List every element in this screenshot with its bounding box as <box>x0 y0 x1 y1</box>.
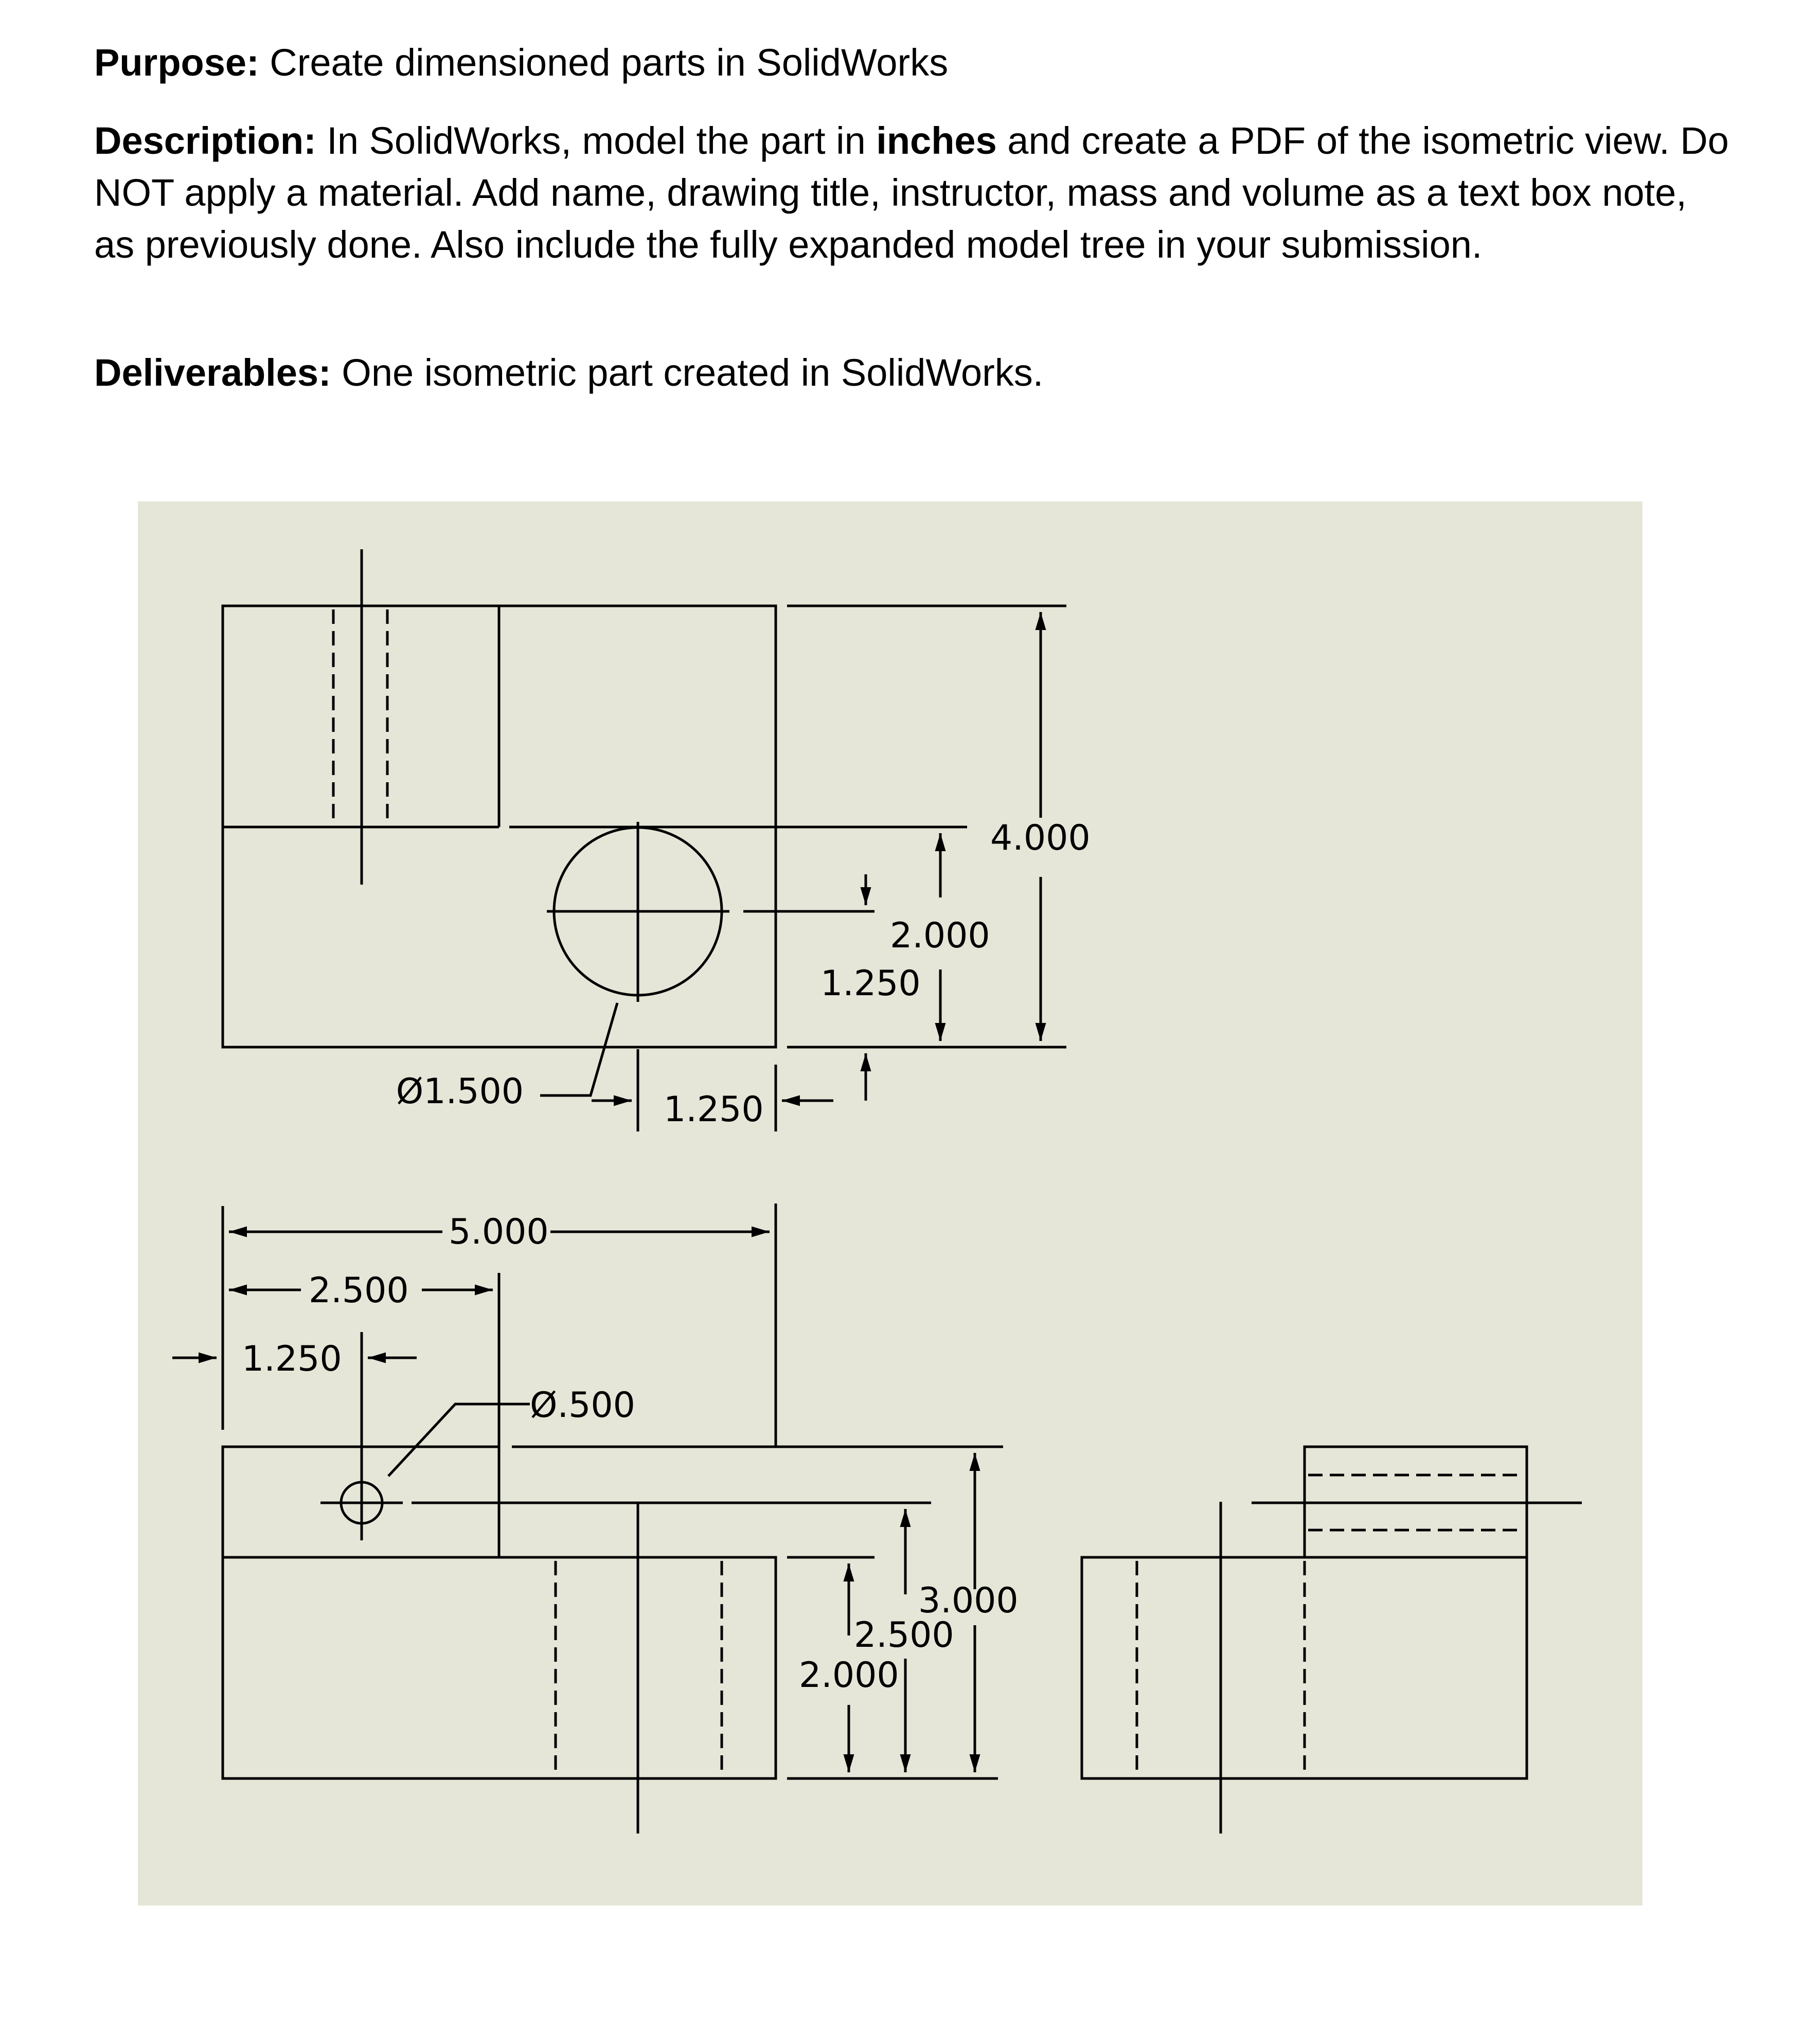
leader-line <box>388 1404 530 1476</box>
top-view <box>223 549 776 1047</box>
dim-label-hole-offset: 1.250 <box>664 1089 764 1130</box>
description-label: Description: <box>94 119 316 162</box>
deliverables-label: Deliverables: <box>94 351 331 394</box>
dim-label-overall-depth: 3.000 <box>918 1580 1019 1621</box>
dim-label-overall-width: 5.000 <box>449 1212 549 1252</box>
dim-label-step-width: 2.500 <box>309 1270 409 1311</box>
description-emphasis: inches <box>876 119 997 162</box>
dimension-labels <box>242 818 1091 1696</box>
dim-label-overall-height: 4.000 <box>990 818 1091 858</box>
dim-label-depth-2000: 2.000 <box>799 1655 899 1696</box>
front-view <box>223 1447 776 1834</box>
dim-label-upper-height: 2.000 <box>890 915 990 956</box>
purpose-text: Create dimensioned parts in SolidWorks <box>259 41 949 84</box>
dim-label-hole-height: 1.250 <box>820 963 921 1004</box>
deliverables-text: One isometric part created in SolidWorks. <box>331 351 1044 394</box>
leader-line <box>540 1003 617 1095</box>
dim-label-small-hole-diameter: Ø.500 <box>530 1385 635 1426</box>
side-view <box>1082 1447 1582 1834</box>
dim-label-small-hole-offset: 1.250 <box>242 1339 342 1379</box>
description-text-2: and create a PDF of the isometric view. Do NOT apply a material. Add name, drawing title, instructor, mass and volume as a text box note, as previously done. Also include the fully expanded model tree in your submission. <box>94 119 1729 266</box>
description-text-1: In SolidWorks, model the part in <box>316 119 877 162</box>
front-view-base <box>223 1557 776 1778</box>
dim-label-hole-diameter: Ø1.500 <box>396 1071 524 1112</box>
top-view-dimensions <box>509 606 1066 1131</box>
purpose-label: Purpose: <box>94 41 259 84</box>
dim-label-depth-2500: 2.500 <box>854 1615 954 1656</box>
